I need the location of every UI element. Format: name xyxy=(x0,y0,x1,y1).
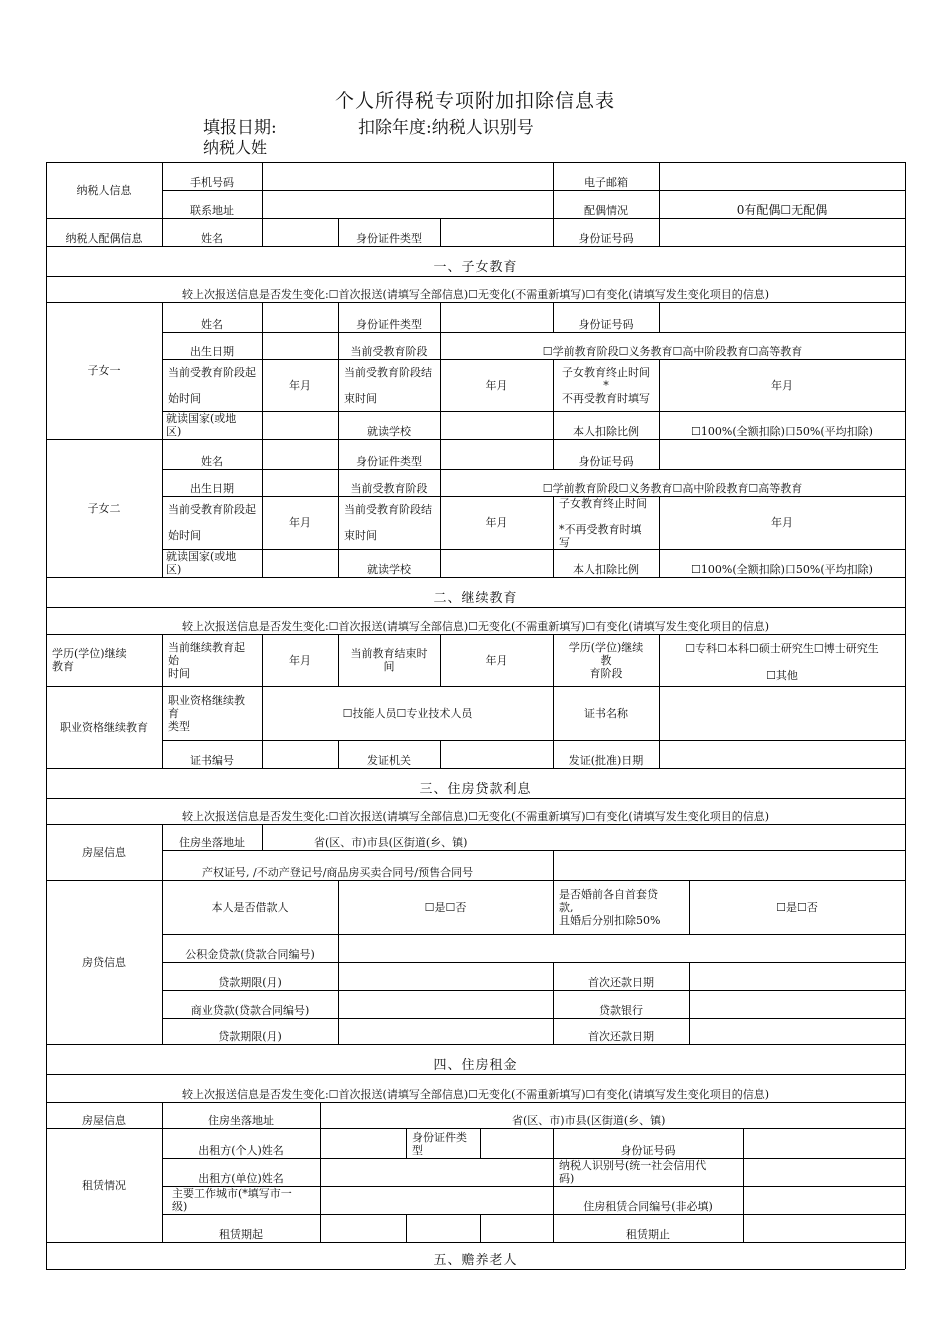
cert-no-label: 证书编号 xyxy=(190,754,234,767)
child1-id-type-label: 身份证件类型 xyxy=(356,318,422,331)
child2-ratio-label: 本人扣除比例 xyxy=(573,563,639,576)
borrower-options[interactable]: ☐是☐否 xyxy=(424,900,467,914)
deduct-year-label: 扣除年度:纳税人识别号 xyxy=(358,118,534,138)
change-note-mortgage[interactable]: 较上次报送信息是否发生变化:☐首次报送(请填写全部信息)☐无变化(不需重新填写)☐有变化(请填写发生变化项目的信息) xyxy=(181,810,770,823)
issuer-label: 发证机关 xyxy=(367,754,411,767)
child2-country-label: 就读国家(或地 区) xyxy=(166,550,237,576)
prof-type-label: 职业资格继续教 育 类型 xyxy=(168,693,245,733)
child1-stage-label: 当前受教育阶段 xyxy=(350,345,428,358)
child1-name-label: 姓名 xyxy=(201,318,223,331)
commercial-loan-label: 商业贷款(贷款合同编号) xyxy=(190,1004,310,1017)
child-one-label: 子女一 xyxy=(87,364,121,377)
child2-start-label: 当前受教育阶段起 始时间 xyxy=(168,503,256,542)
landlord-id-no-label: 身份证号码 xyxy=(620,1144,676,1157)
section-child-education: 一、子女教育 xyxy=(433,260,518,275)
cont-start-label: 当前继续教育起 始 时间 xyxy=(168,640,245,680)
section-mortgage: 三、住房贷款利息 xyxy=(419,782,532,797)
child2-stop-label: 子女教育终止时间 *不再受教育时填 写 xyxy=(559,496,647,549)
child2-stage-options[interactable]: ☐学前教育阶段☐义务教育☐高中阶段教育☐高等教育 xyxy=(542,482,803,495)
change-note-child[interactable]: 较上次报送信息是否发生变化:☐首次报送(请填写全部信息)☐无变化(不需重新填写)☐有变化(请填写发生变化项目的信息) xyxy=(181,288,770,301)
premarital-label: 是否婚前各自首套贷 款, 且婚后分别扣除50% xyxy=(559,887,661,927)
child2-id-no-label: 身份证号码 xyxy=(578,455,634,468)
child1-school-label: 就读学校 xyxy=(367,425,411,438)
child-two-label: 子女二 xyxy=(87,501,121,515)
child1-start-label: 当前受教育阶段起 始时间 xyxy=(168,365,256,405)
landlord-org-label: 出租方(单位)姓名 xyxy=(198,1172,284,1185)
child2-school-label: 就读学校 xyxy=(367,563,411,576)
commercial-first-pay-label: 首次还款日期 xyxy=(588,1030,654,1043)
spouse-name-label: 姓名 xyxy=(201,232,223,245)
child1-id-no-label: 身份证号码 xyxy=(578,318,634,331)
change-note-rent[interactable]: 较上次报送信息是否发生变化:☐首次报送(请填写全部信息)☐无变化(不需重新填写)☐有变化(请填写发生变化项目的信息) xyxy=(181,1088,770,1101)
marital-label: 配偶情况 xyxy=(584,204,628,217)
child2-id-type-label: 身份证件类型 xyxy=(356,455,422,468)
fill-date-label: 填报日期: xyxy=(203,118,277,138)
issue-date-label: 发证(批准)日期 xyxy=(568,754,644,767)
landlord-id-type-label: 身份证件类 型 xyxy=(412,1131,467,1157)
taxpayer-name-label: 纳税人姓 xyxy=(203,138,268,157)
child1-ratio-options[interactable]: ☐100%(全额扣除)口50%(平均扣除) xyxy=(691,425,873,438)
mortgage-addr-template[interactable]: 省(区、市)市县(区街道(乡、镇) xyxy=(314,836,468,849)
child2-start-ym: 年月 xyxy=(289,516,311,529)
premarital-options[interactable]: ☐是☐否 xyxy=(776,900,818,914)
phone-label: 手机号码 xyxy=(190,176,234,189)
address-label: 联系地址 xyxy=(190,204,234,217)
prof-type-options[interactable]: ☐技能人员☐专业技术人员 xyxy=(342,706,473,720)
spouse-id-type-label: 身份证件类型 xyxy=(356,232,422,245)
rent-start-label: 租赁期起 xyxy=(219,1228,263,1241)
marital-options[interactable]: 0有配偶☐无配偶 xyxy=(736,203,828,217)
section-continuing-education: 二、继续教育 xyxy=(433,591,518,606)
change-note-cont[interactable]: 较上次报送信息是否发生变化:☐首次报送(请填写全部信息)☐无变化(不需重新填写)☐有变化(请填写发生变化项目的信息) xyxy=(181,620,770,633)
cont-stage-options-2[interactable]: ☐其他 xyxy=(766,668,798,682)
prof-edu-label: 职业资格继续教育 xyxy=(60,720,148,734)
cert-name-label: 证书名称 xyxy=(584,706,628,720)
child1-stop-ym: 年月 xyxy=(771,378,793,392)
child2-stop-ym: 年月 xyxy=(771,516,793,529)
cont-end-ym: 年月 xyxy=(485,653,508,667)
child2-name-label: 姓名 xyxy=(201,455,223,468)
spouse-info-label: 纳税人配偶信息 xyxy=(65,232,143,245)
cont-start-ym: 年月 xyxy=(289,653,311,667)
child1-ratio-label: 本人扣除比例 xyxy=(573,425,639,438)
loan-info-label: 房贷信息 xyxy=(82,955,126,969)
child1-country-label: 就读国家(或地 区) xyxy=(166,412,237,438)
spouse-id-no-label: 身份证号码 xyxy=(578,232,634,245)
child1-end-label: 当前受教育阶段结 束时间 xyxy=(344,365,432,405)
work-city-label: 主要工作城市(*填写市一 级) xyxy=(172,1187,292,1213)
child1-stop-label: 子女教育终止时间 * 不再受教育时填写 xyxy=(562,365,650,405)
fund-term-label: 贷款期限(月) xyxy=(218,976,282,989)
mortgage-addr-label: 住房坐落地址 xyxy=(179,836,245,849)
section-elderly: 五、赡养老人 xyxy=(433,1253,518,1268)
rent-house-label: 房屋信息 xyxy=(82,1114,126,1127)
child1-start-ym: 年月 xyxy=(289,378,311,392)
property-cert-label: 产权证号, /不动产登记号/商品房买卖合同号/预售合同号 xyxy=(202,866,474,879)
cont-stage-options-1[interactable]: ☐专科☐本科☐硕士研究生☐博士研究生 xyxy=(685,641,879,655)
child2-ratio-options[interactable]: ☐100%(全额扣除)口50%(平均扣除) xyxy=(691,563,873,576)
child1-end-ym: 年月 xyxy=(485,378,508,392)
rental-info-label: 租赁情况 xyxy=(82,1178,126,1192)
borrower-label: 本人是否借款人 xyxy=(211,900,289,914)
degree-edu-label: 学历(学位)继续 教育 xyxy=(52,647,127,673)
child2-stage-label: 当前受教育阶段 xyxy=(350,482,428,495)
fund-first-pay-label: 首次还款日期 xyxy=(588,976,654,989)
cont-end-label: 当前教育结束时 间 xyxy=(350,647,428,673)
child2-birth-label: 出生日期 xyxy=(190,482,234,495)
bank-label: 贷款银行 xyxy=(599,1004,643,1017)
child1-stage-options[interactable]: ☐学前教育阶段☐义务教育☐高中阶段教育☐高等教育 xyxy=(542,345,803,358)
mortgage-house-label: 房屋信息 xyxy=(82,845,126,859)
landlord-person-label: 出租方(个人)姓名 xyxy=(198,1144,284,1157)
contract-no-label: 住房租赁合同编号(非必填) xyxy=(583,1200,713,1213)
rent-addr-template[interactable]: 省(区、市)市县(区街道(乡、镇) xyxy=(512,1114,666,1127)
rent-end-label: 租赁期止 xyxy=(626,1228,670,1241)
fund-loan-label: 公积金贷款(贷款合同编号) xyxy=(185,948,315,961)
child2-end-label: 当前受教育阶段结 束时间 xyxy=(344,503,432,542)
email-label: 电子邮箱 xyxy=(584,176,628,189)
section-rent: 四、住房租金 xyxy=(433,1058,518,1073)
taxpayer-info-label: 纳税人信息 xyxy=(76,183,132,197)
tin-label: 纳税人识别号(统一社会信用代 码) xyxy=(559,1159,707,1185)
commercial-term-label: 贷款期限(月) xyxy=(218,1030,282,1043)
child1-birth-label: 出生日期 xyxy=(190,345,234,358)
child2-end-ym: 年月 xyxy=(485,516,508,529)
cont-stage-label: 学历(学位)继续 教 育阶段 xyxy=(568,640,644,680)
rent-addr-label: 住房坐落地址 xyxy=(208,1114,274,1127)
form-title: 个人所得税专项附加扣除信息表 xyxy=(334,90,615,112)
